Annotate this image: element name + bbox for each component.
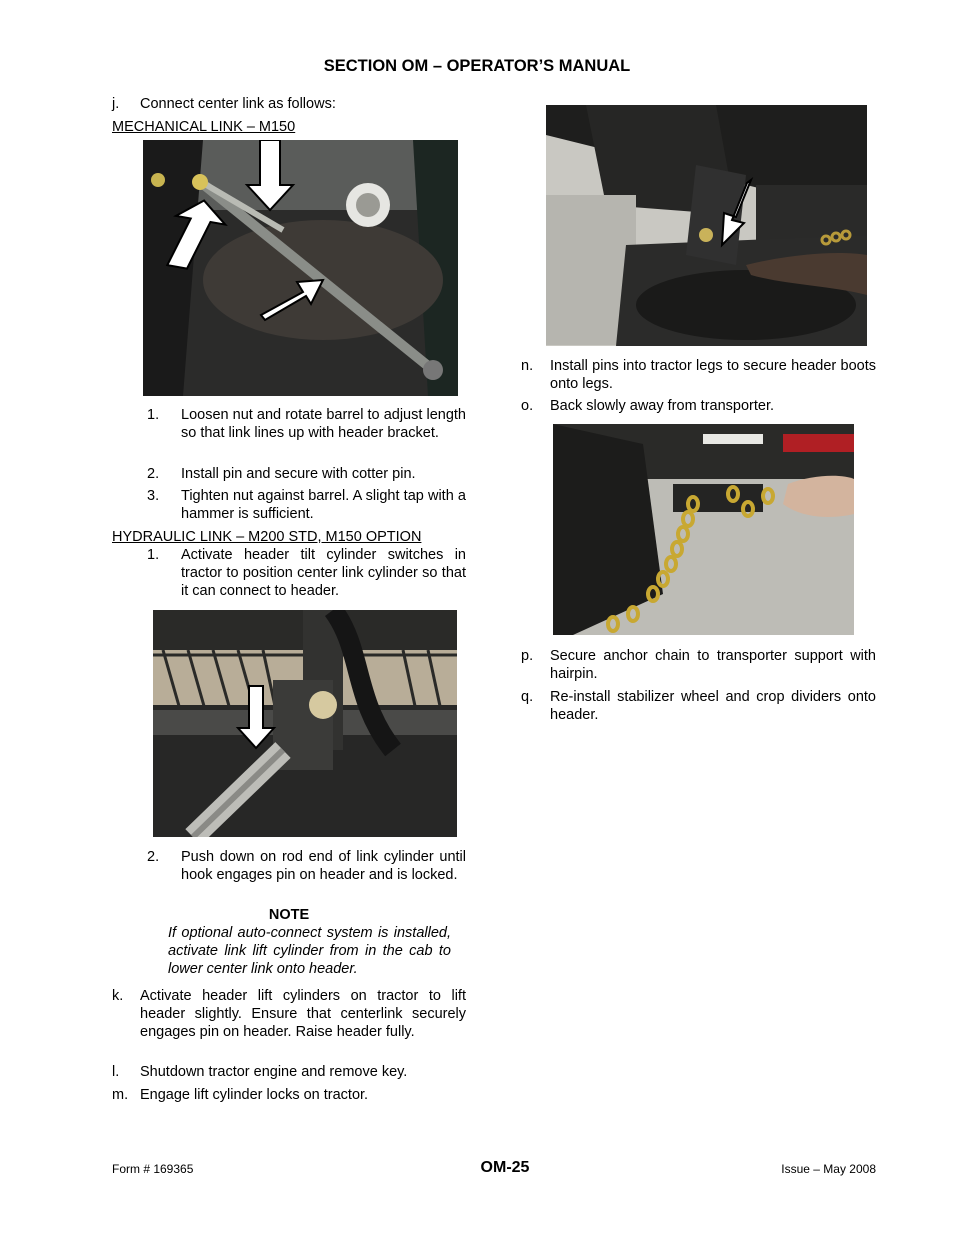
step-n-text: Install pins into tractor legs to secure header boots onto legs. [550,358,876,392]
step-l-text: Shutdown tractor engine and remove key. [140,1064,408,1080]
step-n-label: n. [521,358,534,374]
note-text: If optional auto-connect system is installed, activate link lift cylinder from in the cab to lower center link onto header. [168,925,451,977]
mech-step-2-text: Install pin and secure with cotter pin. [181,466,416,482]
footer-issue-date: Issue – May 2008 [781,1162,876,1176]
step-q-text: Re-install stabilizer wheel and crop dividers onto header. [550,689,876,723]
hydraulic-link-heading: HYDRAULIC LINK – M200 STD, M150 OPTION [112,529,422,545]
mech-step-3-label: 3. [147,488,160,504]
photo-hydraulic-link [153,610,457,837]
mechanical-link-heading: MECHANICAL LINK – M150 [112,119,296,135]
note-heading: NOTE [268,907,310,923]
step-q-label: q. [521,689,534,705]
step-k-label: k. [112,988,124,1004]
hyd-step-2-text: Push down on rod end of link cylinder until hook engages pin on header and is locked. [181,849,466,883]
photo-tractor-legs [546,105,867,346]
step-p-text: Secure anchor chain to transporter support with hairpin. [550,648,876,682]
step-m-text: Engage lift cylinder locks on tractor. [140,1087,369,1103]
mech-step-3-text: Tighten nut against barrel. A slight tap with a hammer is sufficient. [181,488,466,522]
step-o-label: o. [521,398,534,414]
step-k-text: Activate header lift cylinders on tractor to lift header slightly. Ensure that centerlink securely engages pin on header. Raise header fully. [140,988,466,1040]
mech-step-1-text: Loosen nut and rotate barrel to adjust length so that link lines up with header bracket. [181,407,466,441]
mech-step-1-label: 1. [147,407,160,423]
step-l-label: l. [112,1064,120,1080]
step-j-text: Connect center link as follows: [140,96,336,112]
step-m-label: m. [112,1087,129,1103]
footer-form-number: Form # 169365 [112,1162,194,1176]
photo-mechanical-link [143,140,458,396]
hyd-step-1-label: 1. [147,547,160,563]
hyd-step-1-text: Activate header tilt cylinder switches in tractor to position center link cylinder so that it can connect to header. [181,547,466,599]
photo-anchor-chain [553,424,854,635]
page-title: SECTION OM – OPERATOR’S MANUAL [323,57,631,75]
footer-page-number: OM-25 [480,1159,530,1176]
step-p-label: p. [521,648,534,664]
mech-step-2-label: 2. [147,466,160,482]
step-o-text: Back slowly away from transporter. [550,398,775,414]
hyd-step-2-label: 2. [147,849,160,865]
step-j-label: j. [112,96,120,112]
